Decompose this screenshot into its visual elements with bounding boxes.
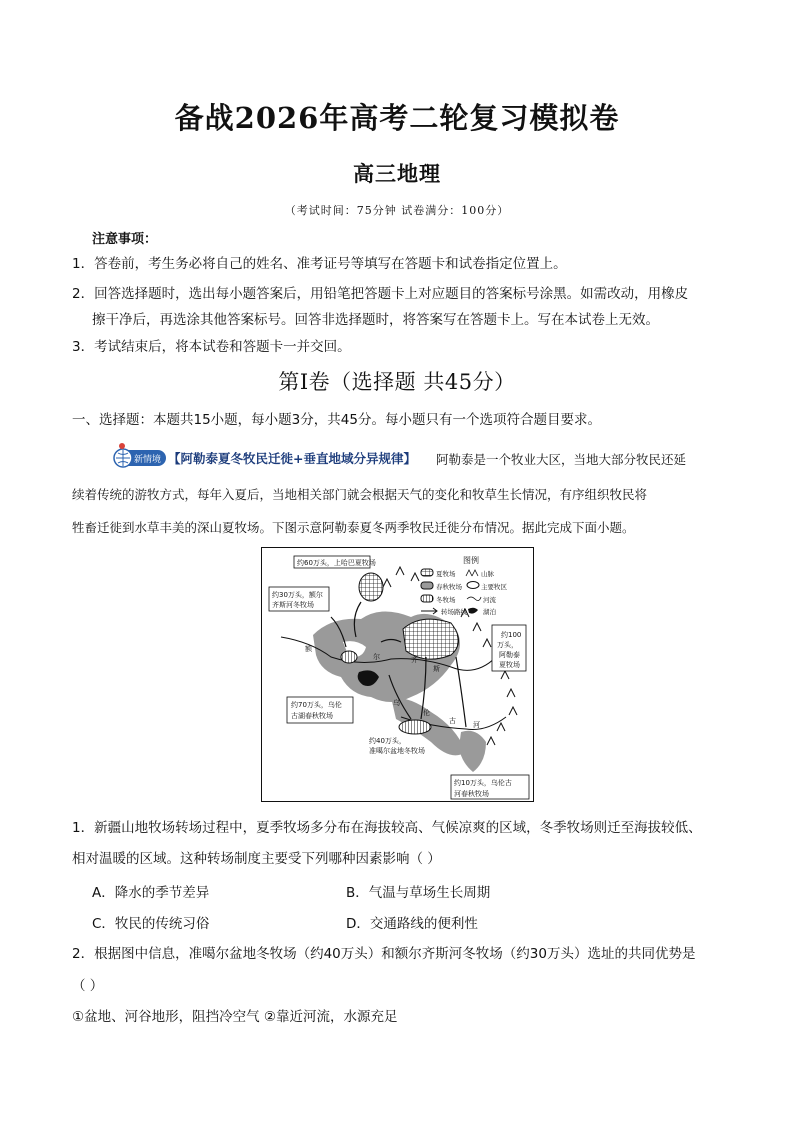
summer-pasture-altay [403,619,459,659]
svg-text:夏牧场: 夏牧场 [436,570,456,578]
notice-item-2-line-1: 2．回答选择题时，选出每小题答案后，用铅笔把答题卡上对应题目的答案标号涂黑。如需改动，用橡皮 [72,286,689,302]
svg-text:古湖春秋牧场: 古湖春秋牧场 [291,712,333,720]
context-line-3: 牲畜迁徙到水草丰美的深山夏牧场。下图示意阿勒泰夏冬两季牧民迁徙分布情况。据此完成下面小题。 [72,520,635,535]
svg-text:河: 河 [473,721,480,729]
paper-title: 备战2026年高考二轮复习模拟卷 [174,101,620,135]
q1-option-d: D．交通路线的便利性 [346,916,478,932]
svg-text:河春秋牧场: 河春秋牧场 [454,790,489,798]
winter-pasture-eerqisi [341,651,357,663]
svg-text:古: 古 [449,717,456,725]
q1-option-a: A．降水的季节差异 [92,885,210,901]
exam-info: （考试时间：75分钟 试卷满分：100分） [284,204,510,217]
svg-text:齐: 齐 [411,656,418,664]
altay-migration-map [261,547,534,802]
svg-text:河流: 河流 [483,596,496,604]
notice-item-3: 3．考试结束后，将本试卷和答题卡一并交回。 [72,339,351,355]
svg-text:准噶尔盆地冬牧场: 准噶尔盆地冬牧场 [369,747,425,755]
q1-option-b: B．气温与草场生长周期 [346,885,491,901]
section-instruction: 一、选择题：本题共15小题，每小题3分，共45分。每小题只有一个选项符合题目要求。 [72,412,601,428]
svg-text:约10万头，乌伦古: 约10万头，乌伦古 [454,779,512,787]
svg-text:额: 额 [305,645,312,653]
svg-text:尔: 尔 [373,653,380,661]
badge-label: 新情境 [134,455,162,465]
context-line-2: 续着传统的游牧方式，每年入夏后，当地相关部门就会根据天气的变化和牧草生长情况，有序组织牧民将 [72,487,648,502]
q1-stem-line-1: 1．新疆山地牧场转场过程中，夏季牧场多分布在海拔较高、气候凉爽的区域，冬季牧场则迁至海拔较低、 [72,820,702,836]
svg-text:乌: 乌 [393,699,400,707]
q2-stem-line-1: 2．根据图中信息，准噶尔盆地冬牧场（约40万头）和额尔齐斯河冬牧场（约30万头）选址的共同优势是 [72,946,696,962]
legend-title: 图例 [463,556,479,565]
label-shangha: 约60万头，上哈巴夏牧场 [297,559,376,567]
svg-text:山脉: 山脉 [481,570,494,578]
notice-heading: 注意事项： [92,232,158,247]
svg-text:春秋牧场: 春秋牧场 [436,583,462,591]
context-tag: 【阿勒泰夏冬牧民迁徙+垂直地域分异规律】 [168,451,416,466]
q2-stem-line-2: （ ） [72,978,104,994]
label-eerqisi-2: 齐斯河冬牧场 [272,601,314,609]
notice-item-1: 1．答卷前，考生务必将自己的姓名、准考证号等填写在答题卡和试卷指定位置上。 [72,256,567,272]
svg-text:伦: 伦 [423,709,430,717]
q1-stem-line-2: 相对温暖的区域。这种转场制度主要受下列哪种因素影响（ ） [72,851,441,867]
svg-text:约100: 约100 [501,631,522,639]
svg-text:湖泊: 湖泊 [483,608,496,616]
paper-subtitle: 高三地理 [353,161,441,186]
new-context-badge [112,442,166,470]
svg-text:转场路线: 转场路线 [441,608,467,616]
svg-text:万头，: 万头， [497,641,518,649]
section-title: 第Ⅰ卷（选择题 共45分） [278,370,516,394]
svg-text:约70万头，乌伦: 约70万头，乌伦 [291,701,342,709]
svg-text:冬牧场: 冬牧场 [436,596,456,604]
svg-text:斯: 斯 [433,665,440,673]
q1-option-c: C．牧民的传统习俗 [92,916,210,932]
svg-text:阿勒泰: 阿勒泰 [499,651,520,659]
svg-text:主要牧区: 主要牧区 [481,583,507,591]
summer-pasture-shangha [359,573,383,601]
winter-pasture-zhunge [399,720,431,734]
svg-text:约40万头，: 约40万头， [369,737,406,745]
svg-text:夏牧场: 夏牧场 [499,661,520,669]
notice-item-2-line-2: 擦干净后，再选涂其他答案标号。回答非选择题时，将答案写在答题卡上。写在本试卷上无效。 [92,312,659,328]
label-eerqisi-1: 约30万头，额尔 [272,591,323,599]
q2-statements: ①盆地、河谷地形，阻挡冷空气 ②靠近河流，水源充足 [72,1009,398,1025]
context-line-1: 阿勒泰是一个牧业大区，当地大部分牧民还延 [436,452,687,467]
